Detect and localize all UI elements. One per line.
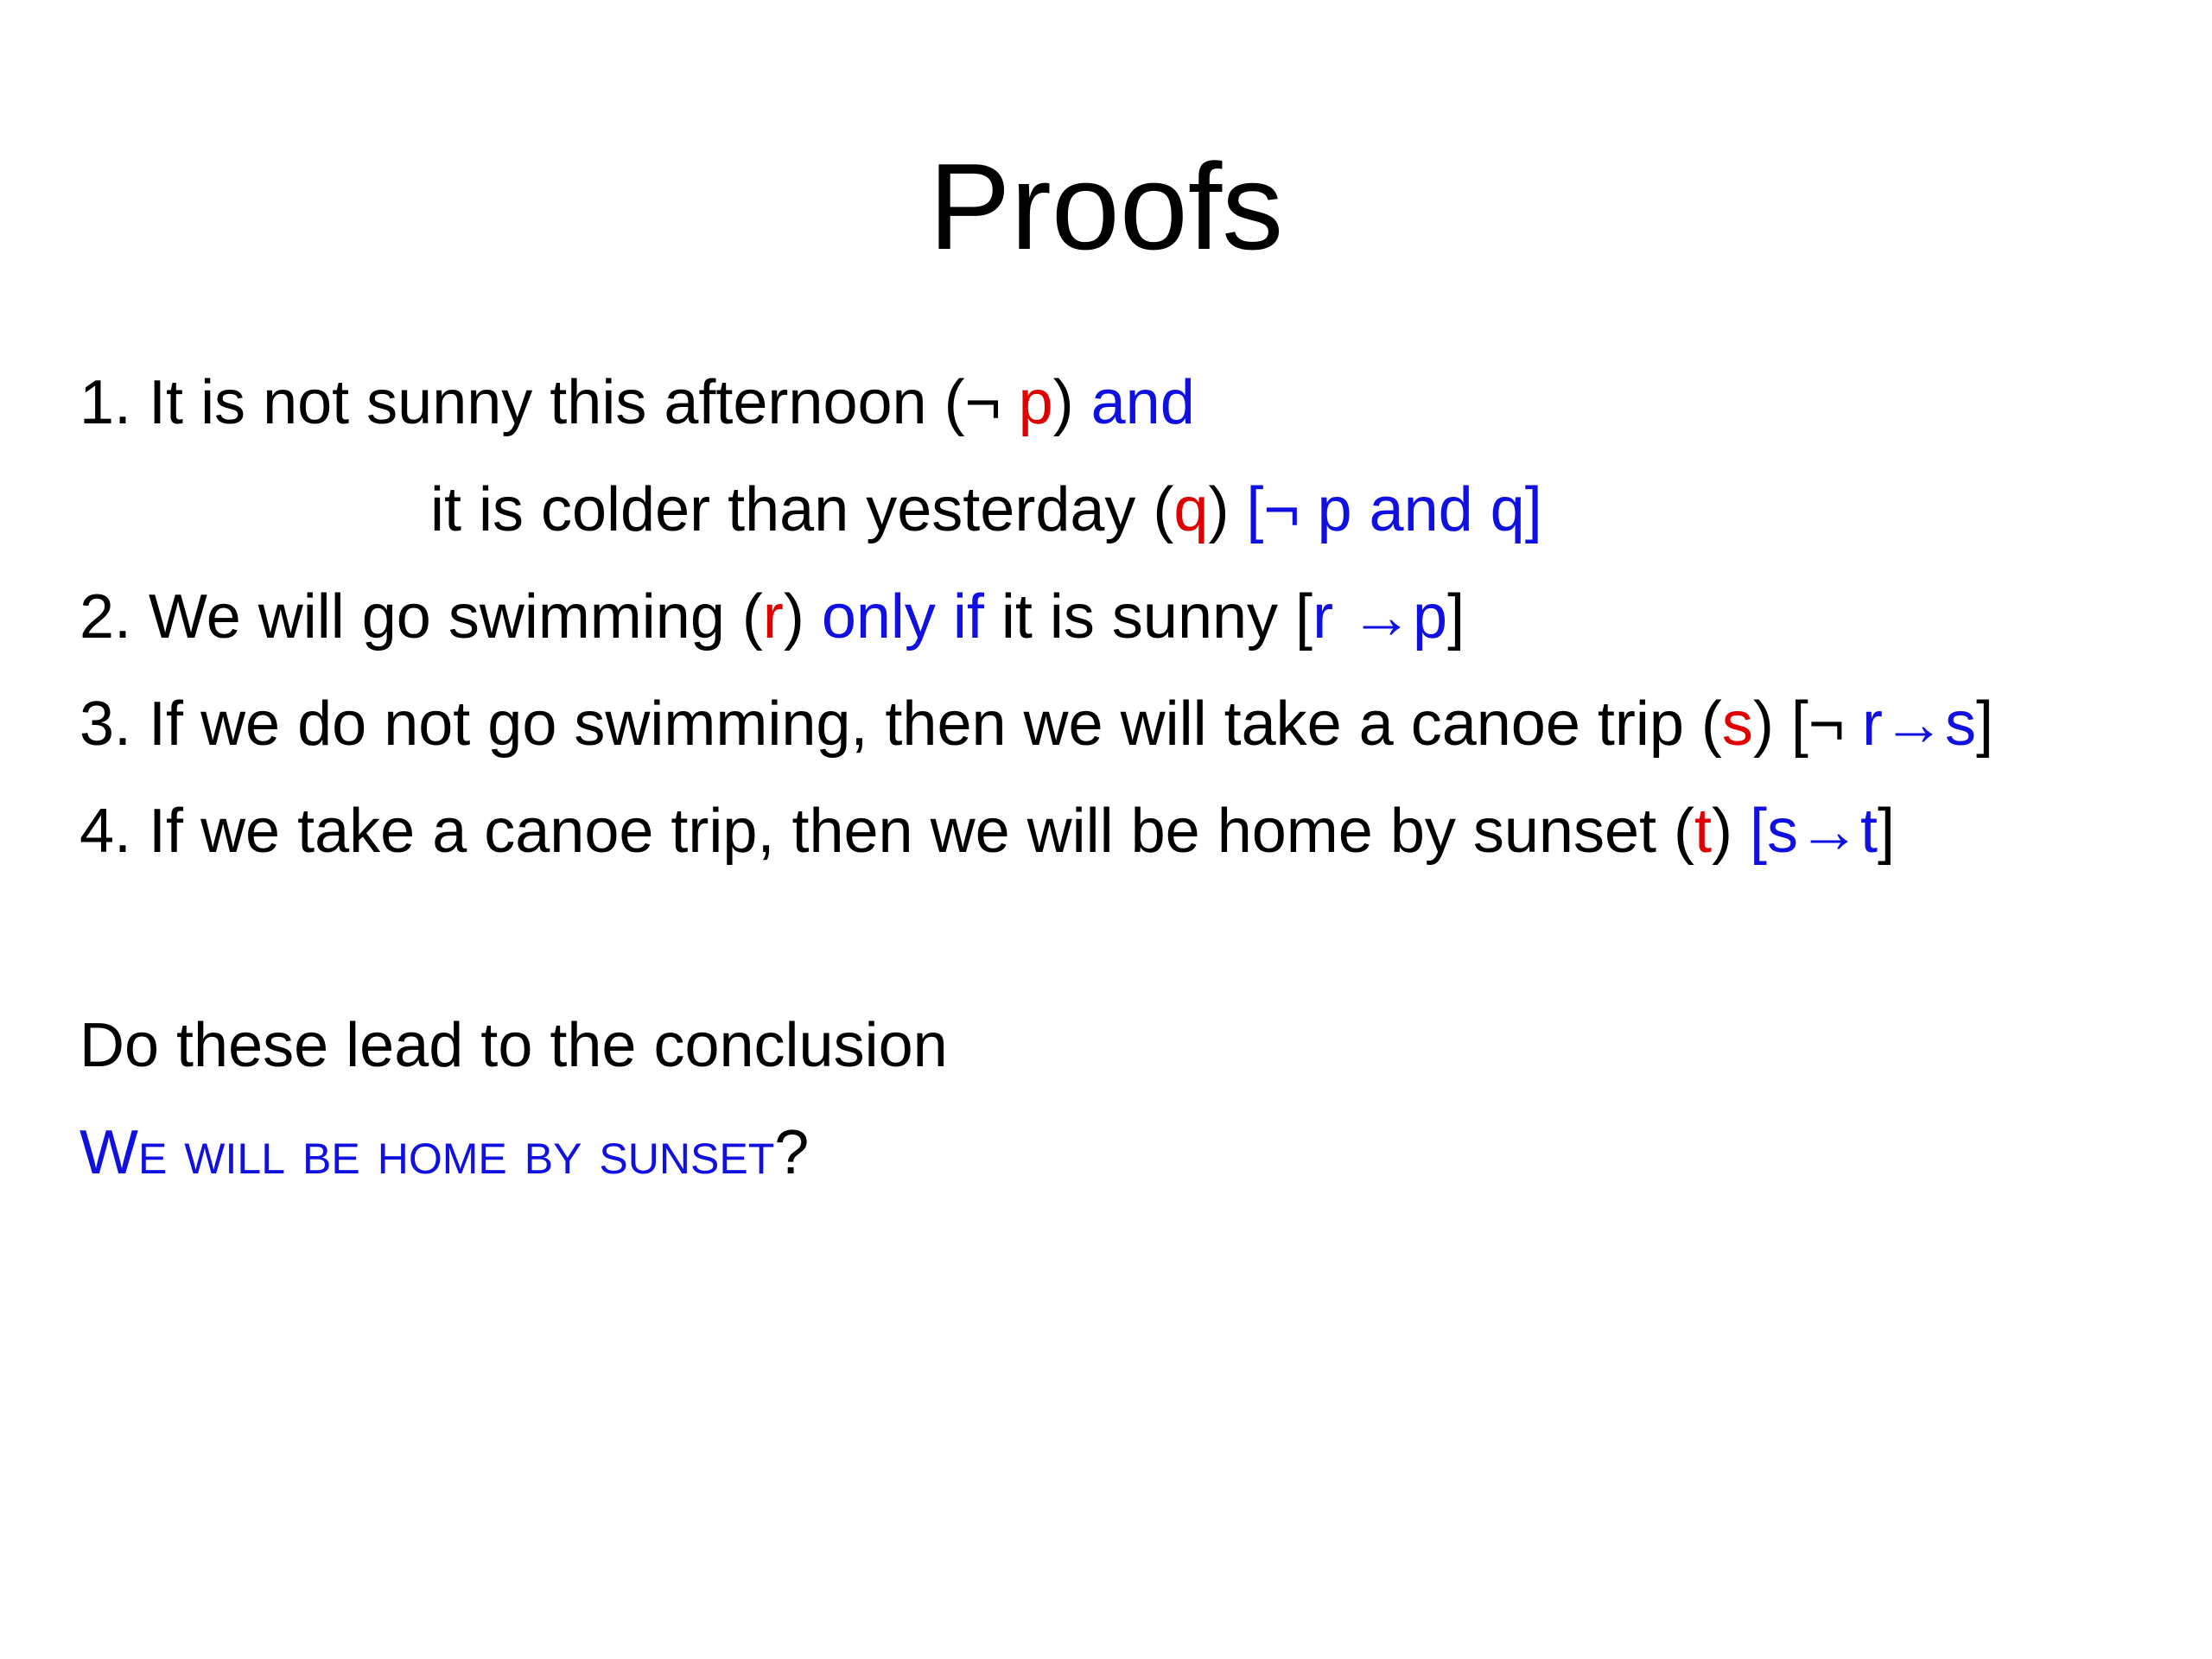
- premise-4-formula-left: [s: [1749, 797, 1798, 866]
- premise-4-paren: ): [1712, 797, 1750, 866]
- premise-1-text: It is not sunny this afternoon (¬: [131, 368, 1019, 437]
- variable-q: q: [1173, 475, 1209, 544]
- variable-s: s: [1721, 690, 1753, 759]
- premise-1-continuation: [430, 467, 1542, 553]
- slide-title: Proofs: [928, 138, 1284, 276]
- connective-and: and: [1090, 368, 1195, 437]
- premise-3-formula-right: s: [1944, 690, 1976, 759]
- premise-4: [79, 788, 1895, 874]
- premise-3-text: If we do not go swimming, then we will take a canoe trip (: [131, 690, 1722, 759]
- connective-only-if: only if: [821, 582, 984, 652]
- implies-arrow-icon: →: [1882, 690, 1945, 759]
- conclusion-text: We will be home by sunset: [79, 1118, 775, 1187]
- variable-r: r: [762, 582, 784, 652]
- conclusion-question-mark: ?: [774, 1118, 810, 1187]
- premise-2-bracket-open: [: [1295, 582, 1313, 652]
- premise-2: [79, 574, 1465, 660]
- premise-1: [79, 359, 1195, 446]
- premise-1-formula: [¬ p and q]: [1246, 475, 1542, 544]
- premise-4-number: 4.: [79, 797, 132, 866]
- premise-1-paren: ): [1052, 368, 1091, 437]
- premise-3-paren: ) [¬: [1752, 690, 1862, 759]
- premise-3-number: 3.: [79, 690, 132, 759]
- premise-4-text: If we take a canoe trip, then we will be home by sunset (: [131, 797, 1694, 866]
- implies-arrow-icon: →: [1351, 582, 1414, 652]
- implies-arrow-icon: →: [1798, 797, 1860, 866]
- premise-2-formula-left: r: [1313, 582, 1351, 652]
- premise-2-bracket-close: ]: [1447, 582, 1465, 652]
- conclusion: [79, 1109, 809, 1196]
- premise-4-bracket-close: ]: [1878, 797, 1896, 866]
- premise-1-cont-paren: ): [1208, 475, 1247, 544]
- premise-4-formula-right: t: [1860, 797, 1878, 866]
- premise-3: [79, 681, 1993, 767]
- variable-t: t: [1694, 797, 1712, 866]
- question: Do these lead to the conclusion: [79, 1011, 948, 1080]
- premise-3-bracket-close: ]: [1975, 690, 1993, 759]
- premise-2-formula-right: p: [1413, 582, 1448, 652]
- premise-1-number: 1.: [79, 368, 132, 437]
- premise-2-text: We will go swimming (: [131, 582, 763, 652]
- premise-2-paren: ): [783, 582, 822, 652]
- premise-1-cont-text: it is colder than yesterday (: [430, 475, 1174, 544]
- premise-2-text-end: it is sunny: [983, 582, 1296, 652]
- variable-p: p: [1018, 368, 1053, 437]
- premise-3-formula-left: r: [1861, 690, 1883, 759]
- premise-2-number: 2.: [79, 582, 132, 652]
